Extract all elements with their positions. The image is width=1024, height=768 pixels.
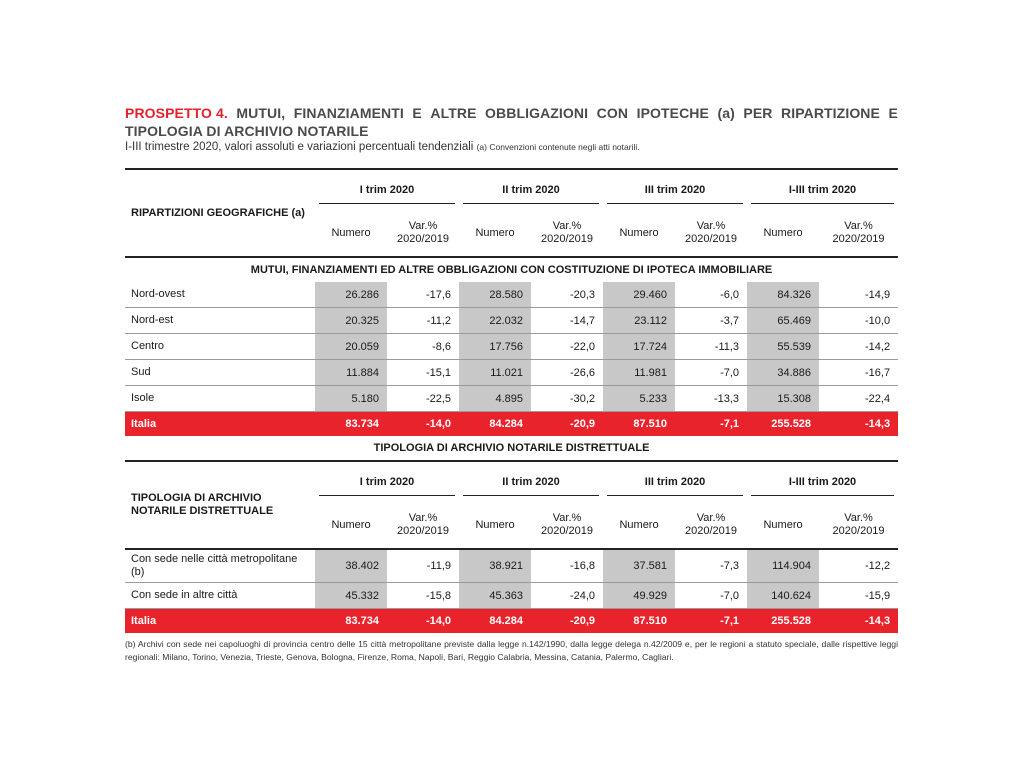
var-label-line2: 2020/2019 — [832, 525, 885, 537]
cell-var: -20,3 — [531, 282, 603, 308]
cell-var: -11,9 — [387, 549, 459, 583]
col-header-numero: Numero — [459, 210, 531, 257]
title-word: PER — [743, 105, 773, 121]
col-header-var — [531, 210, 603, 257]
period-label: III trim 2020 — [607, 469, 743, 496]
title-line-2: TIPOLOGIA DI ARCHIVIO NOTARILE — [125, 123, 369, 139]
period-header — [747, 169, 898, 210]
period-label: II trim 2020 — [463, 469, 599, 496]
cell-var: -14,3 — [819, 609, 898, 634]
col-header-numero: Numero — [603, 502, 675, 549]
cell-numero: 20.325 — [315, 308, 387, 334]
col-header-numero: Numero — [747, 502, 819, 549]
total-row — [125, 412, 898, 437]
row-label-text: Nord-ovest — [131, 288, 185, 300]
title-word: MUTUI, — [236, 105, 286, 121]
col-header-numero: Numero — [459, 502, 531, 549]
cell-var: -7,3 — [675, 549, 747, 583]
title-word: (a) — [717, 105, 735, 121]
cell-numero: 84.326 — [747, 282, 819, 308]
cell-var: -16,7 — [819, 360, 898, 386]
col-header-var — [675, 502, 747, 549]
period-label: III trim 2020 — [607, 177, 743, 204]
period-label: I trim 2020 — [319, 469, 455, 496]
cell-var: -15,8 — [387, 583, 459, 609]
cell-numero: 38.921 — [459, 549, 531, 583]
cell-var: -7,1 — [675, 609, 747, 634]
var-label-line2: 2020/2019 — [685, 525, 738, 537]
period-header — [459, 461, 603, 502]
col-header-var — [819, 210, 898, 257]
title-word: RIPARTIZIONE — [781, 105, 880, 121]
cell-numero: 29.460 — [603, 282, 675, 308]
var-label-line2: 2020/2019 — [397, 525, 449, 537]
header-row-periods — [125, 169, 898, 210]
cell-var: -7,0 — [675, 583, 747, 609]
cell-var: -16,8 — [531, 549, 603, 583]
cell-numero: 55.539 — [747, 334, 819, 360]
col-header-var — [819, 502, 898, 549]
cell-var: -10,0 — [819, 308, 898, 334]
cell-var: -15,9 — [819, 583, 898, 609]
table-row — [125, 583, 898, 609]
col-header-numero: Numero — [315, 502, 387, 549]
var-label-line2: 2020/2019 — [541, 525, 594, 537]
cell-numero: 5.233 — [603, 386, 675, 412]
title-word: ALTRE — [430, 105, 477, 121]
subtitle-text: I-III trimestre 2020, valori assoluti e variazioni percentuali tendenziali — [125, 141, 474, 153]
subtitle — [125, 140, 898, 155]
title-word: E — [412, 105, 422, 121]
row-header-line: RIPARTIZIONI GEOGRAFICHE (a) — [131, 206, 305, 219]
cell-numero: 114.904 — [747, 549, 819, 583]
col-header-var — [387, 502, 459, 549]
section-title: TIPOLOGIA DI ARCHIVIO NOTARILE DISTRETTUALE — [373, 442, 650, 454]
cell-numero: 49.929 — [603, 583, 675, 609]
cell-numero: 84.284 — [459, 609, 531, 634]
cell-var: -15,1 — [387, 360, 459, 386]
cell-numero: 26.286 — [315, 282, 387, 308]
document-title — [125, 104, 898, 140]
col-header-var — [531, 502, 603, 549]
cell-numero: 5.180 — [315, 386, 387, 412]
title-line-1 — [125, 104, 898, 122]
cell-var: -30,2 — [531, 386, 603, 412]
row-header — [125, 169, 315, 257]
row-label — [125, 386, 315, 412]
row-header — [125, 461, 315, 549]
cell-numero: 140.624 — [747, 583, 819, 609]
row-label — [125, 583, 315, 609]
var-label-line2: 2020/2019 — [685, 233, 738, 245]
var-label-line1: Var.% — [408, 512, 438, 524]
col-header-var — [675, 210, 747, 257]
section-row — [125, 257, 898, 282]
cell-var: -8,6 — [387, 334, 459, 360]
cell-numero: 84.284 — [459, 412, 531, 437]
col-header-numero: Numero — [603, 210, 675, 257]
period-header — [603, 169, 747, 210]
table-row — [125, 334, 898, 360]
var-label-line1: Var.% — [408, 220, 438, 232]
col-header-var — [387, 210, 459, 257]
row-label-text: (b) — [131, 566, 145, 578]
cell-var: -14,0 — [387, 609, 459, 634]
table-row — [125, 386, 898, 412]
footnote: (b) Archivi con sede nei capoluoghi di provincia centro delle 15 città metropolitane previste dalla legge n.142/1990, dalla legge delega n.42/2009 e, per le regioni a statuto speciale, dalle rispettive leggi regionali: Milano, Torino, Venezia, Trieste, Genova, Bologna, Firenze, Roma, Napoli, Bari, Reggio Calabria, Messina, Catania, Palermo, Cagliari. — [125, 639, 898, 662]
section-row — [125, 436, 898, 461]
cell-numero: 17.724 — [603, 334, 675, 360]
cell-var: -11,2 — [387, 308, 459, 334]
cell-numero: 255.528 — [747, 412, 819, 437]
cell-var: -24,0 — [531, 583, 603, 609]
cell-numero: 28.580 — [459, 282, 531, 308]
col-header-numero: Numero — [747, 210, 819, 257]
cell-numero: 255.528 — [747, 609, 819, 634]
title-lead: PROSPETTO 4. — [125, 105, 228, 121]
cell-var: -22,4 — [819, 386, 898, 412]
row-label-text: Italia — [131, 614, 157, 627]
title-word: FINANZIAMENTI — [293, 105, 404, 121]
cell-var: -6,0 — [675, 282, 747, 308]
row-label-text: Con sede in altre città — [131, 589, 238, 601]
cell-numero: 83.734 — [315, 609, 387, 634]
row-header-line: TIPOLOGIA DI ARCHIVIO — [131, 492, 262, 504]
row-label — [125, 549, 315, 583]
cell-numero: 45.332 — [315, 583, 387, 609]
period-label: II trim 2020 — [463, 177, 599, 204]
data-table — [125, 168, 898, 633]
row-label — [125, 282, 315, 308]
cell-var: -3,7 — [675, 308, 747, 334]
row-label — [125, 360, 315, 386]
cell-numero: 15.308 — [747, 386, 819, 412]
total-row — [125, 609, 898, 634]
col-header-numero: Numero — [315, 210, 387, 257]
section-title: MUTUI, FINANZIAMENTI ED ALTRE OBBLIGAZIONI CON COSTITUZIONE DI IPOTECA IMMOBILIARE — [250, 264, 773, 276]
title-word: IPOTECHE — [636, 105, 709, 121]
period-header — [603, 461, 747, 502]
period-label: I trim 2020 — [319, 177, 455, 204]
row-label-text: Sud — [131, 366, 151, 378]
cell-numero: 11.884 — [315, 360, 387, 386]
row-label — [125, 308, 315, 334]
var-label-line2: 2020/2019 — [541, 233, 594, 245]
cell-numero: 83.734 — [315, 412, 387, 437]
cell-numero: 11.021 — [459, 360, 531, 386]
cell-var: -12,2 — [819, 549, 898, 583]
cell-numero: 87.510 — [603, 609, 675, 634]
var-label-line1: Var.% — [696, 220, 726, 232]
cell-var: -13,3 — [675, 386, 747, 412]
cell-numero: 20.059 — [315, 334, 387, 360]
var-label-line1: Var.% — [552, 512, 582, 524]
cell-numero: 37.581 — [603, 549, 675, 583]
cell-var: -17,6 — [387, 282, 459, 308]
cell-numero: 38.402 — [315, 549, 387, 583]
cell-numero: 11.981 — [603, 360, 675, 386]
row-label — [125, 412, 315, 437]
var-label-line1: Var.% — [696, 512, 726, 524]
cell-var: -20,9 — [531, 609, 603, 634]
period-header — [315, 461, 459, 502]
row-label-text: Centro — [131, 340, 165, 352]
period-label: I-III trim 2020 — [751, 469, 894, 496]
cell-var: -14,3 — [819, 412, 898, 437]
var-label-line1: Var.% — [844, 512, 873, 524]
row-label-text: Italia — [131, 417, 157, 430]
title-word: OBBLIGAZIONI — [485, 105, 589, 121]
period-header — [747, 461, 898, 502]
cell-numero: 45.363 — [459, 583, 531, 609]
table-row — [125, 549, 898, 583]
cell-numero: 87.510 — [603, 412, 675, 437]
cell-var: -26,6 — [531, 360, 603, 386]
document — [125, 104, 898, 664]
cell-var: -14,7 — [531, 308, 603, 334]
period-header — [459, 169, 603, 210]
table-row — [125, 282, 898, 308]
cell-var: -11,3 — [675, 334, 747, 360]
row-label — [125, 609, 315, 634]
period-header — [315, 169, 459, 210]
cell-numero: 17.756 — [459, 334, 531, 360]
cell-var: -22,5 — [387, 386, 459, 412]
table-row — [125, 360, 898, 386]
row-label-text: Nord-est — [131, 314, 174, 326]
var-label-line2: 2020/2019 — [832, 233, 885, 245]
var-label-line1: Var.% — [844, 220, 873, 232]
title-word: E — [888, 105, 898, 121]
row-label-text: Isole — [131, 392, 155, 404]
cell-numero: 65.469 — [747, 308, 819, 334]
header-row-periods — [125, 461, 898, 502]
subtitle-note: (a) Convenzioni contenute negli atti notarili. — [476, 142, 640, 152]
cell-var: -14,0 — [387, 412, 459, 437]
row-label — [125, 334, 315, 360]
row-header-line: NOTARILE DISTRETTUALE — [131, 505, 274, 517]
title-word: CON — [596, 105, 629, 121]
table-row — [125, 308, 898, 334]
cell-var: -7,0 — [675, 360, 747, 386]
cell-var: -20,9 — [531, 412, 603, 437]
var-label-line1: Var.% — [552, 220, 582, 232]
cell-numero: 34.886 — [747, 360, 819, 386]
cell-numero: 22.032 — [459, 308, 531, 334]
cell-numero: 23.112 — [603, 308, 675, 334]
cell-var: -22,0 — [531, 334, 603, 360]
cell-var: -7,1 — [675, 412, 747, 437]
cell-numero: 4.895 — [459, 386, 531, 412]
var-label-line2: 2020/2019 — [397, 233, 449, 245]
row-label-text: Con sede nelle città metropolitane — [131, 553, 298, 565]
period-label: I-III trim 2020 — [751, 177, 894, 204]
cell-var: -14,9 — [819, 282, 898, 308]
cell-var: -14,2 — [819, 334, 898, 360]
